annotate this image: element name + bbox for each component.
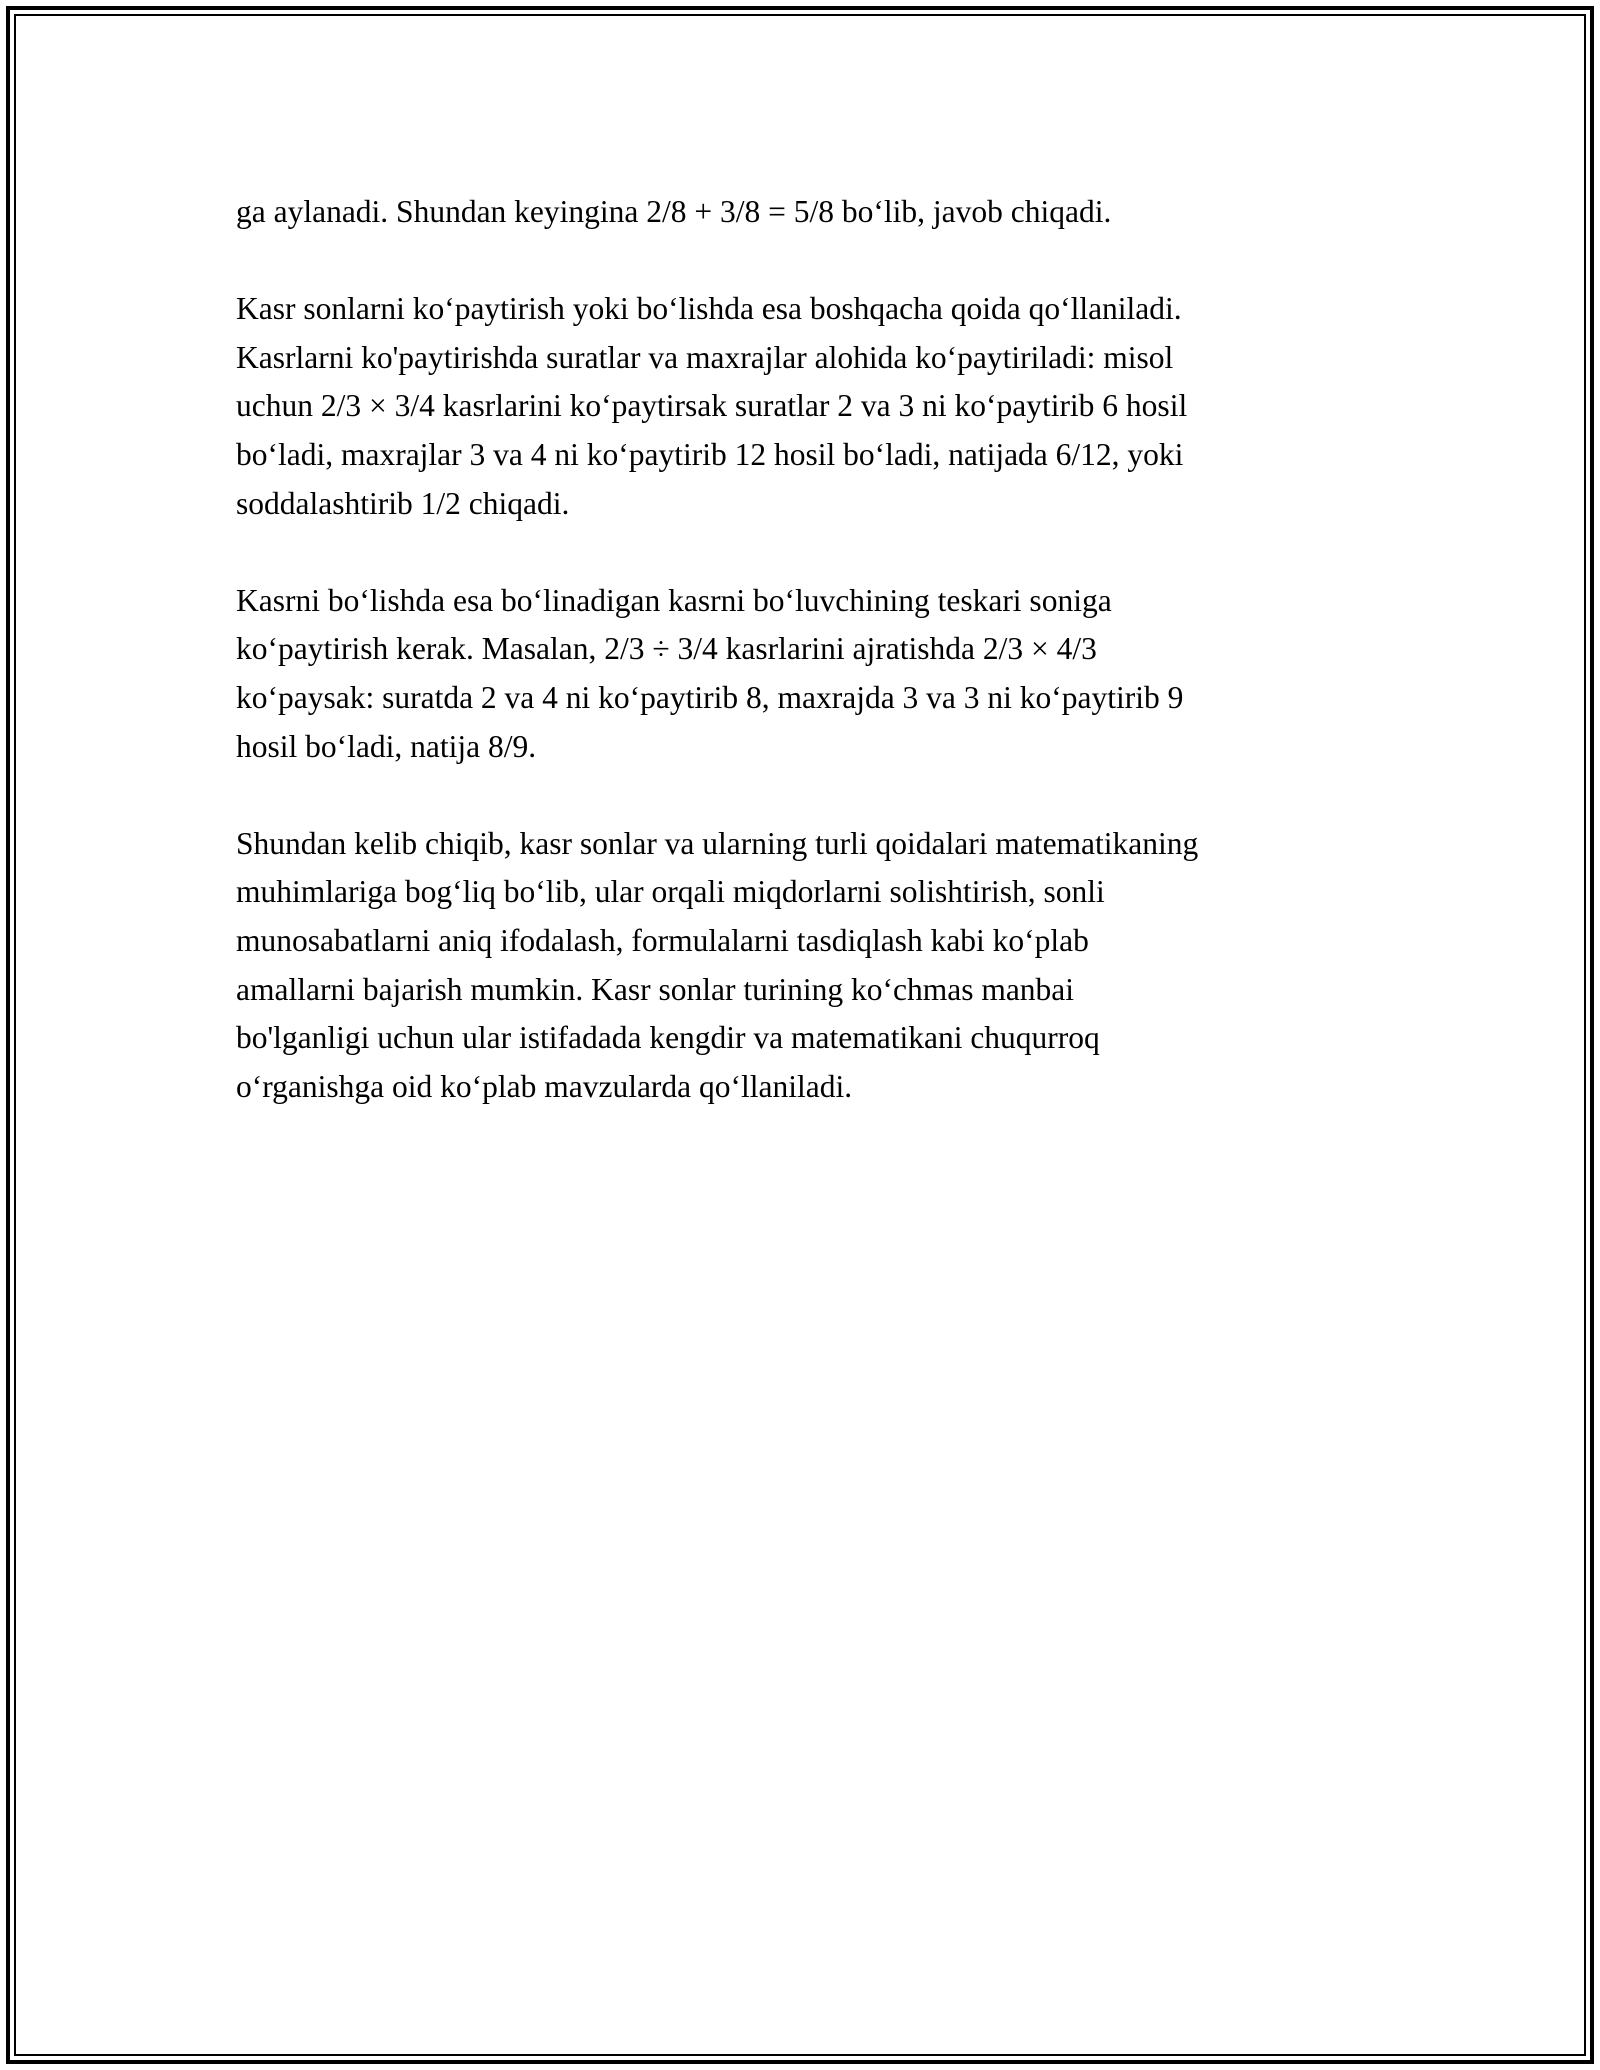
text-line: ko‘paytirish kerak. Masalan, 2/3 ÷ 3/4 kasrlarini ajratishda 2/3 × 4/3 <box>236 631 1097 667</box>
text-line: uchun 2/3 × 3/4 kasrlarini ko‘paytirsak suratlar 2 va 3 ni ko‘paytirib 6 hosil <box>236 388 1188 424</box>
paragraph-1 <box>236 188 1366 237</box>
paragraph-3 <box>236 577 1366 771</box>
text-line: munosabatlarni aniq ifodalash, formulalarni tasdiqlash kabi ko‘plab <box>236 922 1089 958</box>
text-line: muhimlariga bog‘liq bo‘lib, ular orqali miqdorlarni solishtirish, sonli <box>236 874 1105 910</box>
text-line: amallarni bajarish mumkin. Kasr sonlar turining ko‘chmas manbai <box>236 971 1075 1007</box>
text-line: ga aylanadi. Shundan keyingina 2/8 + 3/8 = 5/8 bo‘lib, javob chiqadi. <box>236 194 1112 229</box>
text-line: Kasrlarni ko'paytirishda suratlar va maxrajlar alohida ko‘paytiriladi: misol <box>236 339 1174 375</box>
text-line: o‘rganishga oid ko‘plab mavzularda qo‘llaniladi. <box>236 1068 853 1104</box>
text-line: bo'lganligi uchun ular istifadada kengdir va matematikani chuqurroq <box>236 1020 1100 1056</box>
document-body <box>236 188 1366 1160</box>
text-line: ko‘paysak: suratda 2 va 4 ni ko‘paytirib 8, maxrajda 3 va 3 ni ko‘paytirib 9 <box>236 679 1184 715</box>
text-line: soddalashtirib 1/2 chiqadi. <box>236 485 570 521</box>
text-line: Kasrni bo‘lishda esa bo‘linadigan kasrni bo‘luvchining teskari soniga <box>236 582 1112 618</box>
text-line: bo‘ladi, maxrajlar 3 va 4 ni ko‘paytirib 12 hosil bo‘ladi, natijada 6/12, yoki <box>236 436 1184 472</box>
paragraph-2 <box>236 285 1366 528</box>
text-line: Kasr sonlarni ko‘paytirish yoki bo‘lishda esa boshqacha qoida qo‘llaniladi. <box>236 291 1182 327</box>
text-line: Shundan kelib chiqib, kasr sonlar va ularning turli qoidalari matematikaning <box>236 825 1199 861</box>
paragraph-4 <box>236 820 1366 1112</box>
text-line: hosil bo‘ladi, natija 8/9. <box>236 728 537 764</box>
